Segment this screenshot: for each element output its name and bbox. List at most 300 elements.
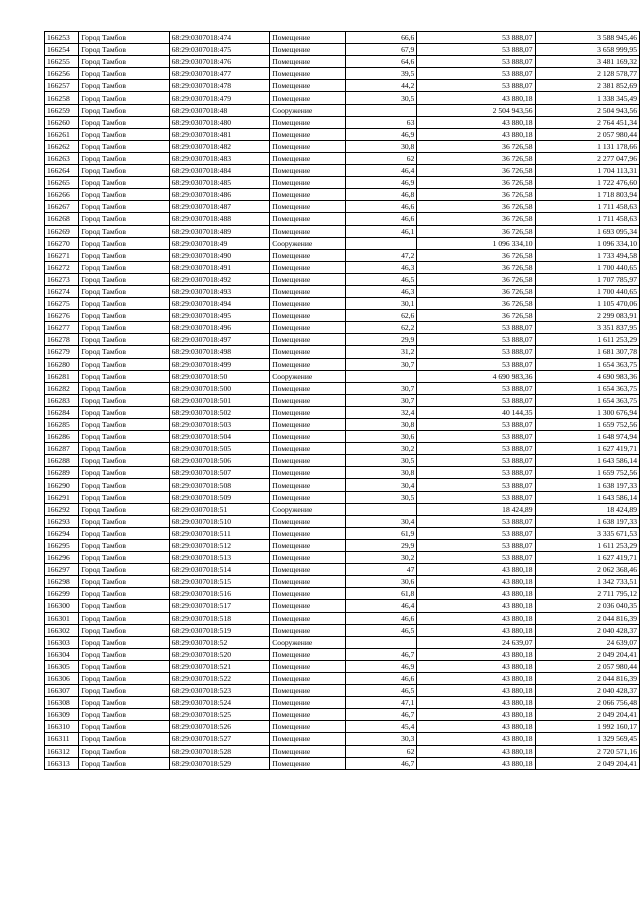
table-row xyxy=(45,140,640,152)
row-number-cell: 166287 xyxy=(45,443,79,455)
area-cell: 62,6 xyxy=(346,310,417,322)
object-type-cell: Помещение xyxy=(270,249,346,261)
cadastral-number-cell: 68:29:0307018:515 xyxy=(169,576,270,588)
municipality-cell: Город Тамбов xyxy=(79,588,169,600)
cadastral-number-cell: 68:29:0307018:48 xyxy=(169,104,270,116)
object-type-cell: Помещение xyxy=(270,394,346,406)
cadastral-number-cell: 68:29:0307018:486 xyxy=(169,189,270,201)
row-number-cell: 166255 xyxy=(45,56,79,68)
municipality-cell: Город Тамбов xyxy=(79,358,169,370)
specific-value-cell: 36 726,58 xyxy=(417,273,535,285)
municipality-cell: Город Тамбов xyxy=(79,56,169,68)
object-type-cell: Помещение xyxy=(270,116,346,128)
specific-value-cell: 53 888,07 xyxy=(417,68,535,80)
object-type-cell: Помещение xyxy=(270,261,346,273)
cadastral-number-cell: 68:29:0307018:516 xyxy=(169,588,270,600)
row-number-cell: 166272 xyxy=(45,261,79,273)
municipality-cell: Город Тамбов xyxy=(79,757,169,769)
row-number-cell: 166275 xyxy=(45,298,79,310)
municipality-cell: Город Тамбов xyxy=(79,636,169,648)
object-type-cell: Помещение xyxy=(270,552,346,564)
specific-value-cell: 53 888,07 xyxy=(417,539,535,551)
cadastral-number-cell: 68:29:0307018:474 xyxy=(169,32,270,44)
area-cell: 47,2 xyxy=(346,249,417,261)
area-cell xyxy=(346,503,417,515)
object-type-cell: Помещение xyxy=(270,515,346,527)
municipality-cell: Город Тамбов xyxy=(79,552,169,564)
object-type-cell: Помещение xyxy=(270,588,346,600)
area-cell xyxy=(346,104,417,116)
row-number-cell: 166305 xyxy=(45,660,79,672)
table-row xyxy=(45,709,640,721)
area-cell: 30,2 xyxy=(346,443,417,455)
cadastral-number-cell: 68:29:0307018:521 xyxy=(169,660,270,672)
cadastral-number-cell: 68:29:0307018:501 xyxy=(169,394,270,406)
municipality-cell: Город Тамбов xyxy=(79,600,169,612)
cadastral-value-cell: 1 611 253,29 xyxy=(535,334,639,346)
table-row xyxy=(45,685,640,697)
object-type-cell: Помещение xyxy=(270,177,346,189)
object-type-cell: Помещение xyxy=(270,406,346,418)
area-cell: 30,7 xyxy=(346,394,417,406)
cadastral-value-cell: 1 700 440,65 xyxy=(535,285,639,297)
row-number-cell: 166263 xyxy=(45,152,79,164)
cadastral-number-cell: 68:29:0307018:495 xyxy=(169,310,270,322)
table-row xyxy=(45,358,640,370)
municipality-cell: Город Тамбов xyxy=(79,213,169,225)
row-number-cell: 166313 xyxy=(45,757,79,769)
specific-value-cell: 36 726,58 xyxy=(417,189,535,201)
table-row xyxy=(45,285,640,297)
municipality-cell: Город Тамбов xyxy=(79,346,169,358)
cadastral-value-cell: 1 105 470,06 xyxy=(535,298,639,310)
table-row xyxy=(45,394,640,406)
row-number-cell: 166298 xyxy=(45,576,79,588)
object-type-cell: Помещение xyxy=(270,697,346,709)
area-cell: 46,9 xyxy=(346,660,417,672)
municipality-cell: Город Тамбов xyxy=(79,539,169,551)
row-number-cell: 166261 xyxy=(45,128,79,140)
table-row xyxy=(45,406,640,418)
table-row xyxy=(45,310,640,322)
row-number-cell: 166312 xyxy=(45,745,79,757)
table-row xyxy=(45,382,640,394)
cadastral-value-cell: 2 381 852,69 xyxy=(535,80,639,92)
municipality-cell: Город Тамбов xyxy=(79,745,169,757)
municipality-cell: Город Тамбов xyxy=(79,177,169,189)
specific-value-cell: 36 726,58 xyxy=(417,213,535,225)
object-type-cell: Помещение xyxy=(270,80,346,92)
specific-value-cell: 36 726,58 xyxy=(417,152,535,164)
cadastral-number-cell: 68:29:0307018:489 xyxy=(169,225,270,237)
cadastral-value-cell: 1 681 307,78 xyxy=(535,346,639,358)
table-row xyxy=(45,527,640,539)
cadastral-number-cell: 68:29:0307018:488 xyxy=(169,213,270,225)
row-number-cell: 166300 xyxy=(45,600,79,612)
row-number-cell: 166269 xyxy=(45,225,79,237)
specific-value-cell: 43 880,18 xyxy=(417,624,535,636)
table-row xyxy=(45,249,640,261)
municipality-cell: Город Тамбов xyxy=(79,140,169,152)
table-row xyxy=(45,648,640,660)
cadastral-value-cell: 2 049 204,41 xyxy=(535,709,639,721)
cadastral-number-cell: 68:29:0307018:483 xyxy=(169,152,270,164)
cadastral-value-cell: 2 711 795,12 xyxy=(535,588,639,600)
row-number-cell: 166258 xyxy=(45,92,79,104)
cadastral-value-cell: 2 044 816,39 xyxy=(535,612,639,624)
row-number-cell: 166286 xyxy=(45,431,79,443)
area-cell: 46,4 xyxy=(346,165,417,177)
row-number-cell: 166289 xyxy=(45,467,79,479)
municipality-cell: Город Тамбов xyxy=(79,491,169,503)
row-number-cell: 166310 xyxy=(45,721,79,733)
cadastral-number-cell: 68:29:0307018:504 xyxy=(169,431,270,443)
cadastral-number-cell: 68:29:0307018:476 xyxy=(169,56,270,68)
cadastral-number-cell: 68:29:0307018:514 xyxy=(169,564,270,576)
table-row xyxy=(45,165,640,177)
row-number-cell: 166276 xyxy=(45,310,79,322)
cadastral-number-cell: 68:29:0307018:494 xyxy=(169,298,270,310)
cadastral-value-cell: 2 036 040,35 xyxy=(535,600,639,612)
municipality-cell: Город Тамбов xyxy=(79,431,169,443)
cadastral-value-cell: 1 704 113,31 xyxy=(535,165,639,177)
municipality-cell: Город Тамбов xyxy=(79,44,169,56)
cadastral-number-cell: 68:29:0307018:482 xyxy=(169,140,270,152)
object-type-cell: Помещение xyxy=(270,92,346,104)
specific-value-cell: 36 726,58 xyxy=(417,249,535,261)
object-type-cell: Помещение xyxy=(270,467,346,479)
cadastral-number-cell: 68:29:0307018:481 xyxy=(169,128,270,140)
area-cell: 30,3 xyxy=(346,733,417,745)
area-cell xyxy=(346,636,417,648)
table-row xyxy=(45,128,640,140)
municipality-cell: Город Тамбов xyxy=(79,564,169,576)
table-row xyxy=(45,189,640,201)
area-cell: 62 xyxy=(346,745,417,757)
table-row xyxy=(45,177,640,189)
cadastral-number-cell: 68:29:0307018:508 xyxy=(169,479,270,491)
cadastral-value-cell: 2 299 083,91 xyxy=(535,310,639,322)
specific-value-cell: 43 880,18 xyxy=(417,745,535,757)
area-cell: 63 xyxy=(346,116,417,128)
row-number-cell: 166302 xyxy=(45,624,79,636)
municipality-cell: Город Тамбов xyxy=(79,273,169,285)
area-cell: 61,9 xyxy=(346,527,417,539)
object-type-cell: Сооружение xyxy=(270,636,346,648)
municipality-cell: Город Тамбов xyxy=(79,298,169,310)
table-row xyxy=(45,721,640,733)
municipality-cell: Город Тамбов xyxy=(79,201,169,213)
cadastral-number-cell: 68:29:0307018:512 xyxy=(169,539,270,551)
specific-value-cell: 4 690 983,36 xyxy=(417,370,535,382)
area-cell: 62,2 xyxy=(346,322,417,334)
cadastral-value-cell: 1 131 178,66 xyxy=(535,140,639,152)
municipality-cell: Город Тамбов xyxy=(79,237,169,249)
specific-value-cell: 53 888,07 xyxy=(417,467,535,479)
row-number-cell: 166292 xyxy=(45,503,79,515)
object-type-cell: Помещение xyxy=(270,285,346,297)
municipality-cell: Город Тамбов xyxy=(79,32,169,44)
cadastral-value-cell: 2 720 571,16 xyxy=(535,745,639,757)
object-type-cell: Помещение xyxy=(270,346,346,358)
municipality-cell: Город Тамбов xyxy=(79,382,169,394)
area-cell: 46,4 xyxy=(346,600,417,612)
row-number-cell: 166283 xyxy=(45,394,79,406)
cadastral-value-cell: 1 693 095,34 xyxy=(535,225,639,237)
cadastral-number-cell: 68:29:0307018:498 xyxy=(169,346,270,358)
object-type-cell: Помещение xyxy=(270,189,346,201)
specific-value-cell: 53 888,07 xyxy=(417,552,535,564)
cadastral-value-cell: 1 659 752,56 xyxy=(535,419,639,431)
table-row xyxy=(45,636,640,648)
municipality-cell: Город Тамбов xyxy=(79,80,169,92)
row-number-cell: 166284 xyxy=(45,406,79,418)
row-number-cell: 166304 xyxy=(45,648,79,660)
municipality-cell: Город Тамбов xyxy=(79,576,169,588)
cadastral-number-cell: 68:29:0307018:484 xyxy=(169,165,270,177)
area-cell: 46,3 xyxy=(346,285,417,297)
cadastral-number-cell: 68:29:0307018:511 xyxy=(169,527,270,539)
cadastral-value-cell: 1 342 733,51 xyxy=(535,576,639,588)
cadastral-number-cell: 68:29:0307018:502 xyxy=(169,406,270,418)
row-number-cell: 166293 xyxy=(45,515,79,527)
cadastral-value-cell: 2 057 980,44 xyxy=(535,660,639,672)
specific-value-cell: 36 726,58 xyxy=(417,177,535,189)
area-cell: 39,5 xyxy=(346,68,417,80)
area-cell: 30,5 xyxy=(346,455,417,467)
table-row xyxy=(45,68,640,80)
cadastral-value-cell: 1 722 476,60 xyxy=(535,177,639,189)
municipality-cell: Город Тамбов xyxy=(79,467,169,479)
cadastral-number-cell: 68:29:0307018:507 xyxy=(169,467,270,479)
specific-value-cell: 43 880,18 xyxy=(417,721,535,733)
object-type-cell: Помещение xyxy=(270,564,346,576)
specific-value-cell: 18 424,89 xyxy=(417,503,535,515)
object-type-cell: Сооружение xyxy=(270,104,346,116)
table-row xyxy=(45,370,640,382)
cadastral-number-cell: 68:29:0307018:529 xyxy=(169,757,270,769)
row-number-cell: 166306 xyxy=(45,672,79,684)
cadastral-value-cell: 1 659 752,56 xyxy=(535,467,639,479)
row-number-cell: 166301 xyxy=(45,612,79,624)
row-number-cell: 166294 xyxy=(45,527,79,539)
specific-value-cell: 53 888,07 xyxy=(417,56,535,68)
table-row xyxy=(45,334,640,346)
object-type-cell: Сооружение xyxy=(270,503,346,515)
cadastral-number-cell: 68:29:0307018:527 xyxy=(169,733,270,745)
cadastral-value-cell: 1 733 494,58 xyxy=(535,249,639,261)
specific-value-cell: 43 880,18 xyxy=(417,648,535,660)
object-type-cell: Помещение xyxy=(270,56,346,68)
table-row xyxy=(45,612,640,624)
municipality-cell: Город Тамбов xyxy=(79,68,169,80)
area-cell: 46,5 xyxy=(346,624,417,636)
table-row xyxy=(45,261,640,273)
table-row xyxy=(45,322,640,334)
specific-value-cell: 43 880,18 xyxy=(417,612,535,624)
cadastral-value-cell: 2 044 816,39 xyxy=(535,672,639,684)
cadastral-value-cell: 2 040 428,37 xyxy=(535,685,639,697)
area-cell: 66,6 xyxy=(346,32,417,44)
cadastral-value-cell: 18 424,89 xyxy=(535,503,639,515)
area-cell: 46,6 xyxy=(346,612,417,624)
cadastral-number-cell: 68:29:0307018:499 xyxy=(169,358,270,370)
municipality-cell: Город Тамбов xyxy=(79,455,169,467)
object-type-cell: Помещение xyxy=(270,419,346,431)
table-row xyxy=(45,152,640,164)
cadastral-value-cell: 1 627 419,71 xyxy=(535,443,639,455)
row-number-cell: 166296 xyxy=(45,552,79,564)
area-cell xyxy=(346,237,417,249)
municipality-cell: Город Тамбов xyxy=(79,419,169,431)
cadastral-number-cell: 68:29:0307018:485 xyxy=(169,177,270,189)
object-type-cell: Помещение xyxy=(270,757,346,769)
object-type-cell: Помещение xyxy=(270,44,346,56)
table-row xyxy=(45,419,640,431)
object-type-cell: Помещение xyxy=(270,745,346,757)
cadastral-value-table-page xyxy=(44,31,640,770)
object-type-cell: Сооружение xyxy=(270,237,346,249)
row-number-cell: 166281 xyxy=(45,370,79,382)
specific-value-cell: 43 880,18 xyxy=(417,564,535,576)
area-cell: 46,5 xyxy=(346,685,417,697)
specific-value-cell: 2 504 943,56 xyxy=(417,104,535,116)
cadastral-value-cell: 1 638 197,33 xyxy=(535,515,639,527)
specific-value-cell: 36 726,58 xyxy=(417,298,535,310)
cadastral-number-cell: 68:29:0307018:523 xyxy=(169,685,270,697)
specific-value-cell: 43 880,18 xyxy=(417,672,535,684)
area-cell: 30,8 xyxy=(346,419,417,431)
municipality-cell: Город Тамбов xyxy=(79,660,169,672)
municipality-cell: Город Тамбов xyxy=(79,334,169,346)
specific-value-cell: 53 888,07 xyxy=(417,419,535,431)
cadastral-number-cell: 68:29:0307018:493 xyxy=(169,285,270,297)
object-type-cell: Помещение xyxy=(270,382,346,394)
table-row xyxy=(45,225,640,237)
table-row xyxy=(45,745,640,757)
specific-value-cell: 43 880,18 xyxy=(417,92,535,104)
specific-value-cell: 53 888,07 xyxy=(417,358,535,370)
table-row xyxy=(45,564,640,576)
area-cell: 61,8 xyxy=(346,588,417,600)
object-type-cell: Помещение xyxy=(270,213,346,225)
row-number-cell: 166309 xyxy=(45,709,79,721)
specific-value-cell: 43 880,18 xyxy=(417,576,535,588)
municipality-cell: Город Тамбов xyxy=(79,479,169,491)
area-cell: 30,7 xyxy=(346,382,417,394)
object-type-cell: Помещение xyxy=(270,298,346,310)
area-cell: 46,9 xyxy=(346,128,417,140)
cadastral-value-cell: 3 658 999,95 xyxy=(535,44,639,56)
specific-value-cell: 43 880,18 xyxy=(417,588,535,600)
specific-value-cell: 43 880,18 xyxy=(417,128,535,140)
cadastral-number-cell: 68:29:0307018:491 xyxy=(169,261,270,273)
object-type-cell: Помещение xyxy=(270,165,346,177)
specific-value-cell: 53 888,07 xyxy=(417,455,535,467)
cadastral-value-cell: 1 992 160,17 xyxy=(535,721,639,733)
area-cell: 46,6 xyxy=(346,672,417,684)
specific-value-cell: 43 880,18 xyxy=(417,116,535,128)
cadastral-number-cell: 68:29:0307018:497 xyxy=(169,334,270,346)
table-row xyxy=(45,346,640,358)
cadastral-value-cell: 1 648 974,94 xyxy=(535,431,639,443)
table-row xyxy=(45,600,640,612)
area-cell: 29,9 xyxy=(346,334,417,346)
specific-value-cell: 36 726,58 xyxy=(417,140,535,152)
cadastral-value-cell: 2 062 368,46 xyxy=(535,564,639,576)
row-number-cell: 166295 xyxy=(45,539,79,551)
cadastral-value-cell: 2 128 578,77 xyxy=(535,68,639,80)
object-type-cell: Помещение xyxy=(270,612,346,624)
table-row xyxy=(45,104,640,116)
specific-value-cell: 43 880,18 xyxy=(417,697,535,709)
cadastral-number-cell: 68:29:0307018:490 xyxy=(169,249,270,261)
row-number-cell: 166260 xyxy=(45,116,79,128)
area-cell: 46,7 xyxy=(346,648,417,660)
cadastral-value-cell: 1 711 458,63 xyxy=(535,201,639,213)
municipality-cell: Город Тамбов xyxy=(79,225,169,237)
area-cell: 44,2 xyxy=(346,80,417,92)
cadastral-value-cell: 24 639,07 xyxy=(535,636,639,648)
cadastral-value-cell: 3 351 837,95 xyxy=(535,322,639,334)
municipality-cell: Город Тамбов xyxy=(79,128,169,140)
specific-value-cell: 53 888,07 xyxy=(417,491,535,503)
specific-value-cell: 36 726,58 xyxy=(417,310,535,322)
table-row xyxy=(45,201,640,213)
cadastral-value-cell: 3 588 945,46 xyxy=(535,32,639,44)
cadastral-number-cell: 68:29:0307018:513 xyxy=(169,552,270,564)
table-row xyxy=(45,92,640,104)
cadastral-value-cell: 2 040 428,37 xyxy=(535,624,639,636)
object-type-cell: Помещение xyxy=(270,709,346,721)
row-number-cell: 166297 xyxy=(45,564,79,576)
specific-value-cell: 43 880,18 xyxy=(417,757,535,769)
cadastral-value-cell: 1 300 676,94 xyxy=(535,406,639,418)
table-row xyxy=(45,56,640,68)
specific-value-cell: 53 888,07 xyxy=(417,346,535,358)
cadastral-number-cell: 68:29:0307018:52 xyxy=(169,636,270,648)
object-type-cell: Помещение xyxy=(270,140,346,152)
area-cell: 46,5 xyxy=(346,273,417,285)
table-row xyxy=(45,237,640,249)
object-type-cell: Помещение xyxy=(270,576,346,588)
table-row xyxy=(45,660,640,672)
cadastral-value-cell: 1 096 334,10 xyxy=(535,237,639,249)
cadastral-value-cell: 2 057 980,44 xyxy=(535,128,639,140)
row-number-cell: 166311 xyxy=(45,733,79,745)
municipality-cell: Город Тамбов xyxy=(79,624,169,636)
municipality-cell: Город Тамбов xyxy=(79,310,169,322)
cadastral-number-cell: 68:29:0307018:496 xyxy=(169,322,270,334)
object-type-cell: Помещение xyxy=(270,527,346,539)
row-number-cell: 166279 xyxy=(45,346,79,358)
object-type-cell: Помещение xyxy=(270,431,346,443)
object-type-cell: Помещение xyxy=(270,721,346,733)
object-type-cell: Помещение xyxy=(270,624,346,636)
specific-value-cell: 53 888,07 xyxy=(417,515,535,527)
municipality-cell: Город Тамбов xyxy=(79,104,169,116)
object-type-cell: Помещение xyxy=(270,322,346,334)
cadastral-value-cell: 1 643 586,14 xyxy=(535,455,639,467)
municipality-cell: Город Тамбов xyxy=(79,261,169,273)
cadastral-value-table xyxy=(44,31,640,770)
table-body xyxy=(45,32,640,770)
area-cell: 30,1 xyxy=(346,298,417,310)
municipality-cell: Город Тамбов xyxy=(79,370,169,382)
table-row xyxy=(45,213,640,225)
object-type-cell: Сооружение xyxy=(270,370,346,382)
area-cell: 30,8 xyxy=(346,140,417,152)
